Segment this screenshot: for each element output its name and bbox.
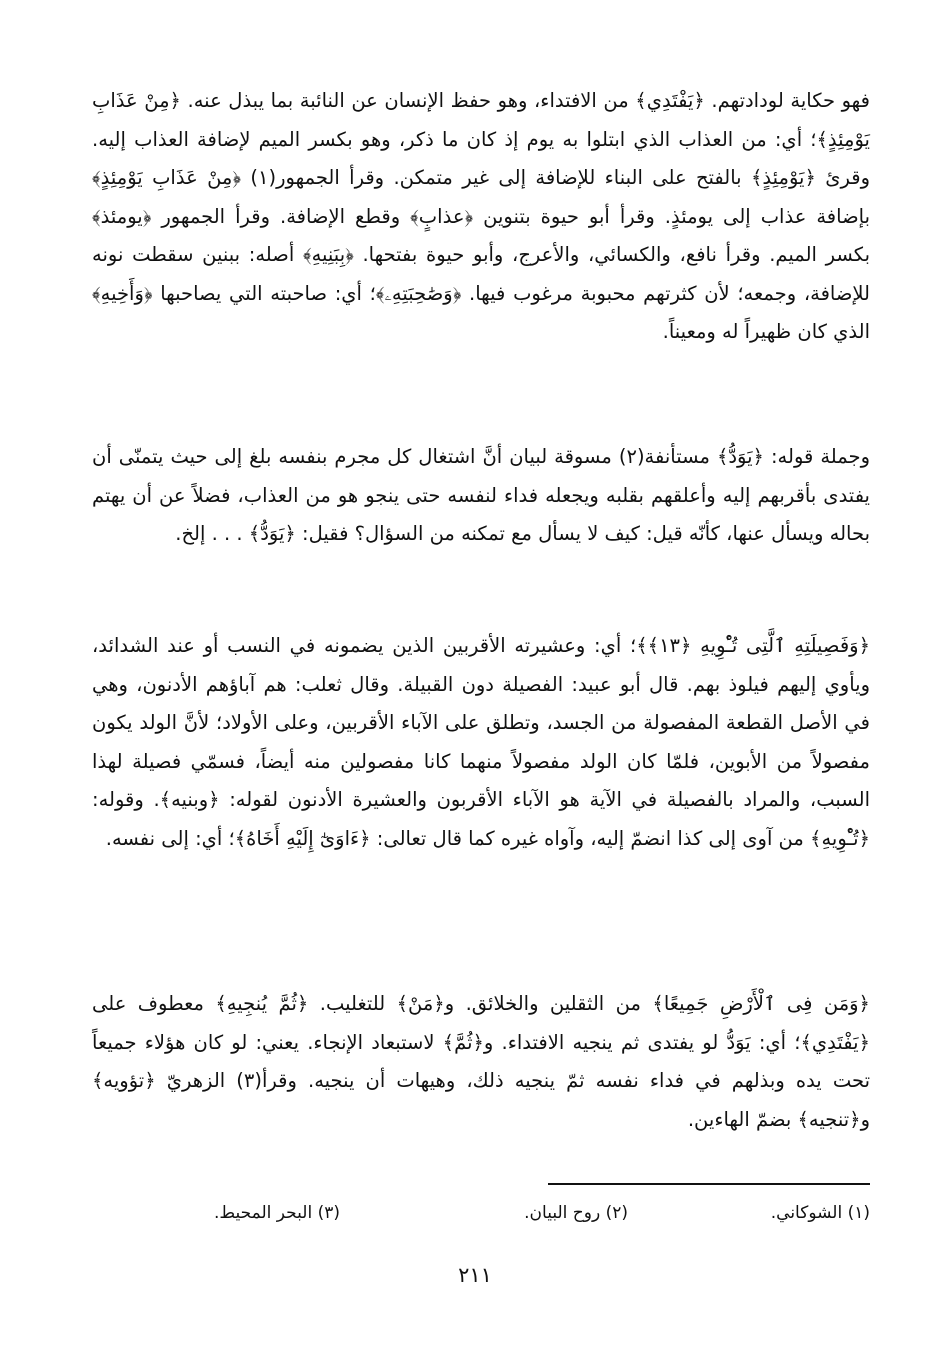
footnote-2: (٢) روح البيان. <box>524 1203 628 1223</box>
body-paragraph-3: ﴿وَفَصِيلَتِهِ ٱلَّتِى تُـْٔوِيهِ ﴿١٣﴾﴾؛ أي: وعشيرته الأقربين الذين يضمونه في النسب أو عند الشدائد، ويأوي إليهم فيلوذ بهم. قال أبو عبيد: الفصيلة دون القبيلة. وقال ثعلب: هم آباؤهم الأدنون، وهي في الأصل القطعة المفصولة من الجسد، وتطلق على الآباء الأقربين، وعلى الأولاد؛ لأنَّ الولد يكون مفصولاً من الأبوين، فلمّا كان الولد مفصولاً منهما كانا مفصولين منه أيضاً، فسمّي فصيلة لهذا السبب، والمراد بالفصيلة في الآية هو الآباء الأقربون والعشيرة الأدنون لقوله: ﴿وبنيه﴾. وقوله: ﴿تُـْٔوِيهِ﴾ من آوى إلى كذا انضمّ إليه، وآواه غيره كما قال تعالى: ﴿ءَاوَىٰٓ إِلَيْهِ أَخَاهُ﴾؛ أي: إلى نفسه. <box>92 634 870 850</box>
body-paragraph-1: فهو حكاية لودادتهم. ﴿يَفْتَدِي﴾ من الافتداء، وهو حفظ الإنسان عن النائبة بما يبذل عنه. ﴿مِنْ عَذَابِ يَوْمِئِذٍ﴾؛ أي: من العذاب الذي ابتلوا به يوم إذ كان ما ذكر، وهو بكسر الميم لإضافة العذاب إليه. وقرئ ﴿يَوْمِئِذٍ﴾ بالفتح على البناء للإضافة إلى غير متمكن. وقرأ الجمهور(١) ﴿مِنْ عَذَابِ يَوْمِئِذٍ﴾ بإضافة عذاب إلى يومئذٍ. وقرأ أبو حيوة بتنوين ﴿عذابٍ﴾ وقطع الإضافة. وقرأ الجمهور ﴿يومئذ﴾ بكسر الميم. وقرأ نافع، والكسائي، والأعرج، وأبو حيوة بفتحها. ﴿بِبَنِيهِ﴾ أصله: ببنين سقطت نونه للإضافة، وجمعه؛ لأن كثرتهم محبوبة مرغوب فيها. ﴿وَصَٰحِبَتِهِۦ﴾؛ أي: صاحبته التي يصاحبها ﴿وَأَخِيهِ﴾ الذي كان ظهيراً له ومعيناً. <box>92 89 870 343</box>
footnote-divider <box>548 1183 870 1185</box>
footnote-1: (١) الشوكاني. <box>770 1203 870 1223</box>
footnote-3: (٣) البحر المحيط. <box>214 1203 340 1223</box>
body-paragraph-2: وجملة قوله: ﴿يَوَدُّ﴾ مستأنفة(٢) مسوقة لبيان أنَّ اشتغال كل مجرم بنفسه بلغ إلى حيث يتمنّى أن يفتدى بأقربهم إليه وأعلقهم بقلبه ويجعله فداء لنفسه حتى ينجو هو من العذاب، فضلاً عن أن يهتم بحاله ويسأل عنها، كأنّه قيل: كيف لا يسأل مع تمكنه من السؤال؟ فقيل: ﴿يَوَدُّ﴾ . . . إلخ. <box>92 445 870 545</box>
page-number: ٢١١ <box>458 1263 492 1287</box>
body-paragraph-4: ﴿وَمَن فِى ٱلْأَرْضِ جَمِيعًا﴾ من الثقلين والخلائق. و﴿مَنْ﴾ للتغليب. ﴿ثُمَّ يُنجِيهِ﴾ معطوف على ﴿يَفْتَدِي﴾؛ أي: يَوَدُّ لو يفتدى ثم ينجيه الافتداء. و﴿ثُمَّ﴾ لاستبعاد الإنجاء. يعني: لو كان هؤلاء جميعاً تحت يده وبذلهم في فداء نفسه ثمّ ينجيه ذلك، وهيهات أن ينجيه. وقرأ(٣) الزهريّ ﴿تؤويه﴾ و﴿تنجيه﴾ بضمّ الهاءين. <box>92 992 870 1131</box>
